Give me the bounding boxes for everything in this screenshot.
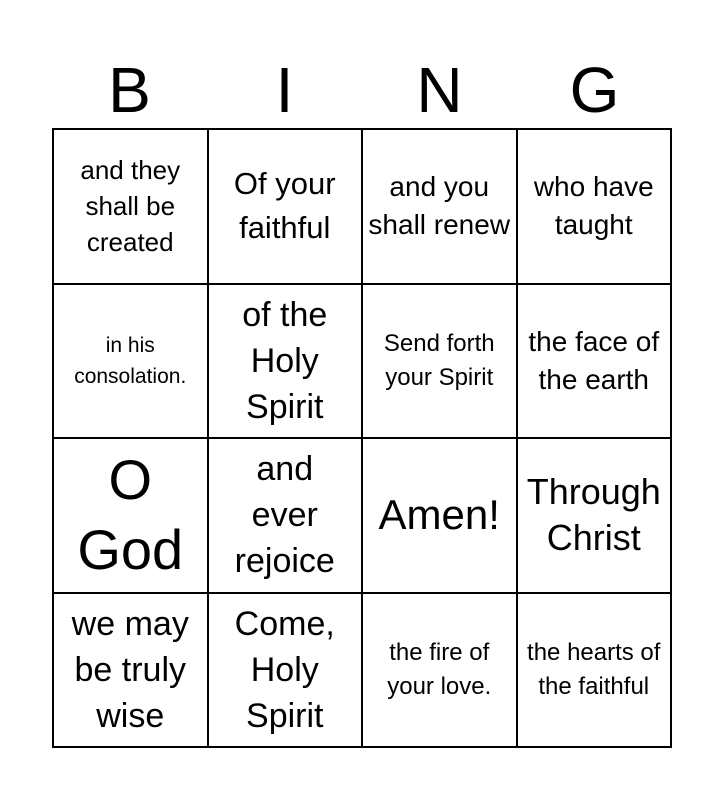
- bingo-cell-text: Through Christ: [526, 471, 661, 559]
- bingo-cell-r3c3[interactable]: [363, 439, 518, 594]
- bingo-cell-text: and they shall be created: [80, 155, 181, 258]
- bingo-cell-r4c1[interactable]: [54, 594, 209, 749]
- bingo-cell-text: Of your faithful: [233, 166, 336, 246]
- header-letter-g: G: [569, 54, 620, 126]
- header-letter-n: N: [416, 54, 463, 126]
- bingo-cell-r4c4[interactable]: [518, 594, 673, 749]
- bingo-cell-r2c1[interactable]: [54, 285, 209, 440]
- bingo-cell-r3c1[interactable]: [54, 439, 209, 594]
- bingo-cell-text: of the Holy Spirit: [242, 295, 328, 426]
- bingo-header: [52, 52, 672, 128]
- bingo-cell-r2c2[interactable]: [209, 285, 364, 440]
- bingo-cell-r1c3[interactable]: [363, 130, 518, 285]
- bingo-cell-r4c2[interactable]: [209, 594, 364, 749]
- bingo-cell-r4c3[interactable]: [363, 594, 518, 749]
- bingo-cell-r1c2[interactable]: [209, 130, 364, 285]
- bingo-cell-text: Send forth your Spirit: [383, 329, 495, 391]
- bingo-cell-text: O God: [77, 448, 184, 582]
- bingo-cell-r3c4[interactable]: [518, 439, 673, 594]
- bingo-cell-r1c1[interactable]: [54, 130, 209, 285]
- bingo-cell-text: the face of the earth: [528, 325, 660, 395]
- bingo-cell-text: Come, Holy Spirit: [234, 604, 335, 735]
- bingo-cell-r1c4[interactable]: [518, 130, 673, 285]
- bingo-cell-text: who have taught: [533, 171, 654, 241]
- bingo-cell-text: we may be truly wise: [71, 604, 189, 735]
- bingo-cell-text: the fire of your love.: [387, 638, 492, 700]
- header-letter-i: I: [275, 54, 294, 126]
- bingo-cell-r2c3[interactable]: [363, 285, 518, 440]
- header-letter-b: B: [108, 54, 151, 126]
- bingo-cell-text: and you shall renew: [368, 171, 511, 241]
- bingo-cell-r2c4[interactable]: [518, 285, 673, 440]
- bingo-cell-text: Amen!: [378, 491, 500, 539]
- bingo-cell-text: the hearts of the faithful: [527, 638, 661, 700]
- bingo-cell-r3c2[interactable]: [209, 439, 364, 594]
- bingo-cell-text: and ever rejoice: [234, 450, 335, 581]
- bingo-grid: [52, 128, 672, 748]
- bingo-cell-text: in his consolation.: [74, 333, 187, 388]
